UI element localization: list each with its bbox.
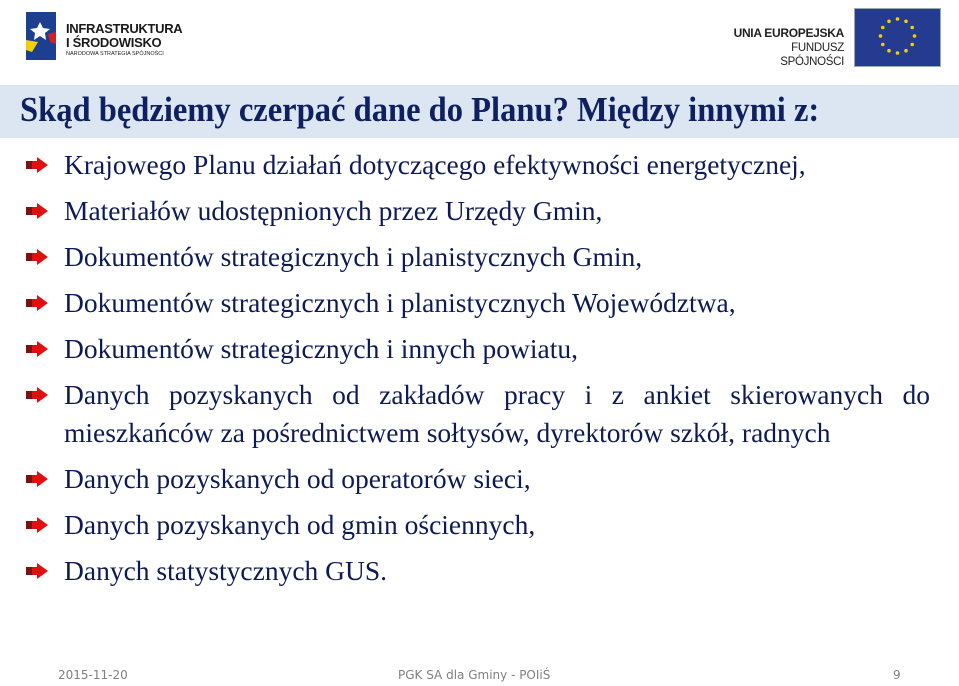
list-item — [26, 552, 930, 590]
arrow-bullet-icon — [26, 517, 48, 533]
list-item-text: Krajowego Planu działań dotyczącego efektywności energetycznej, — [64, 149, 806, 180]
list-item — [26, 146, 930, 184]
arrow-bullet-icon — [26, 203, 48, 219]
eu-flag-icon — [854, 8, 941, 67]
footer-title: PGK SA dla Gminy - POIiŚ — [398, 668, 551, 682]
slide-title: Skąd będziemy czerpać dane do Planu? Między innymi z: — [20, 90, 820, 129]
list-item — [26, 284, 930, 322]
logo-right-line1: UNIA EUROPEJSKA — [733, 26, 844, 40]
list-item — [26, 460, 930, 498]
eu-logo — [728, 8, 940, 66]
list-item-text: Dokumentów strategicznych i planistycznych Województwa, — [64, 287, 736, 318]
list-item — [26, 192, 930, 230]
bullet-list — [26, 146, 930, 598]
list-item-text: Dokumentów strategicznych i planistycznych Gmin, — [64, 241, 643, 272]
arrow-bullet-icon — [26, 249, 48, 265]
arrow-bullet-icon — [26, 387, 48, 403]
page-number: 9 — [893, 668, 901, 682]
list-item — [26, 330, 930, 368]
list-item-text: Danych pozyskanych od zakładów pracy i z ankiet skierowanych do mieszkańców za pośrednictwem sołtysów, dyrektorów szkół, radnych — [64, 379, 930, 448]
arrow-bullet-icon — [26, 341, 48, 357]
list-item — [26, 506, 930, 544]
arrow-bullet-icon — [26, 471, 48, 487]
list-item-text: Danych statystycznych GUS. — [64, 555, 388, 586]
logo-left-line3: NARODOWA STRATEGIA SPÓJNOŚCI — [66, 51, 164, 57]
list-item-text: Materiałów udostępnionych przez Urzędy Gmin, — [64, 195, 603, 226]
logo-left-line1: INFRASTRUKTURA — [66, 21, 183, 36]
logo-left-line2: I ŚRODOWISKO — [66, 35, 162, 50]
list-item-text: Dokumentów strategicznych i innych powiatu, — [64, 333, 578, 364]
arrow-bullet-icon — [26, 563, 48, 579]
footer-date: 2015-11-20 — [58, 668, 128, 682]
infrastruktura-logo — [26, 12, 196, 62]
list-item — [26, 376, 930, 452]
list-item-text: Danych pozyskanych od operatorów sieci, — [64, 463, 531, 494]
logo-flag-icon — [26, 12, 56, 60]
list-item-text: Danych pozyskanych od gmin ościennych, — [64, 509, 536, 540]
arrow-bullet-icon — [26, 157, 48, 173]
arrow-bullet-icon — [26, 295, 48, 311]
list-item — [26, 238, 930, 276]
logo-right-line2: FUNDUSZ SPÓJNOŚCI — [780, 42, 844, 68]
